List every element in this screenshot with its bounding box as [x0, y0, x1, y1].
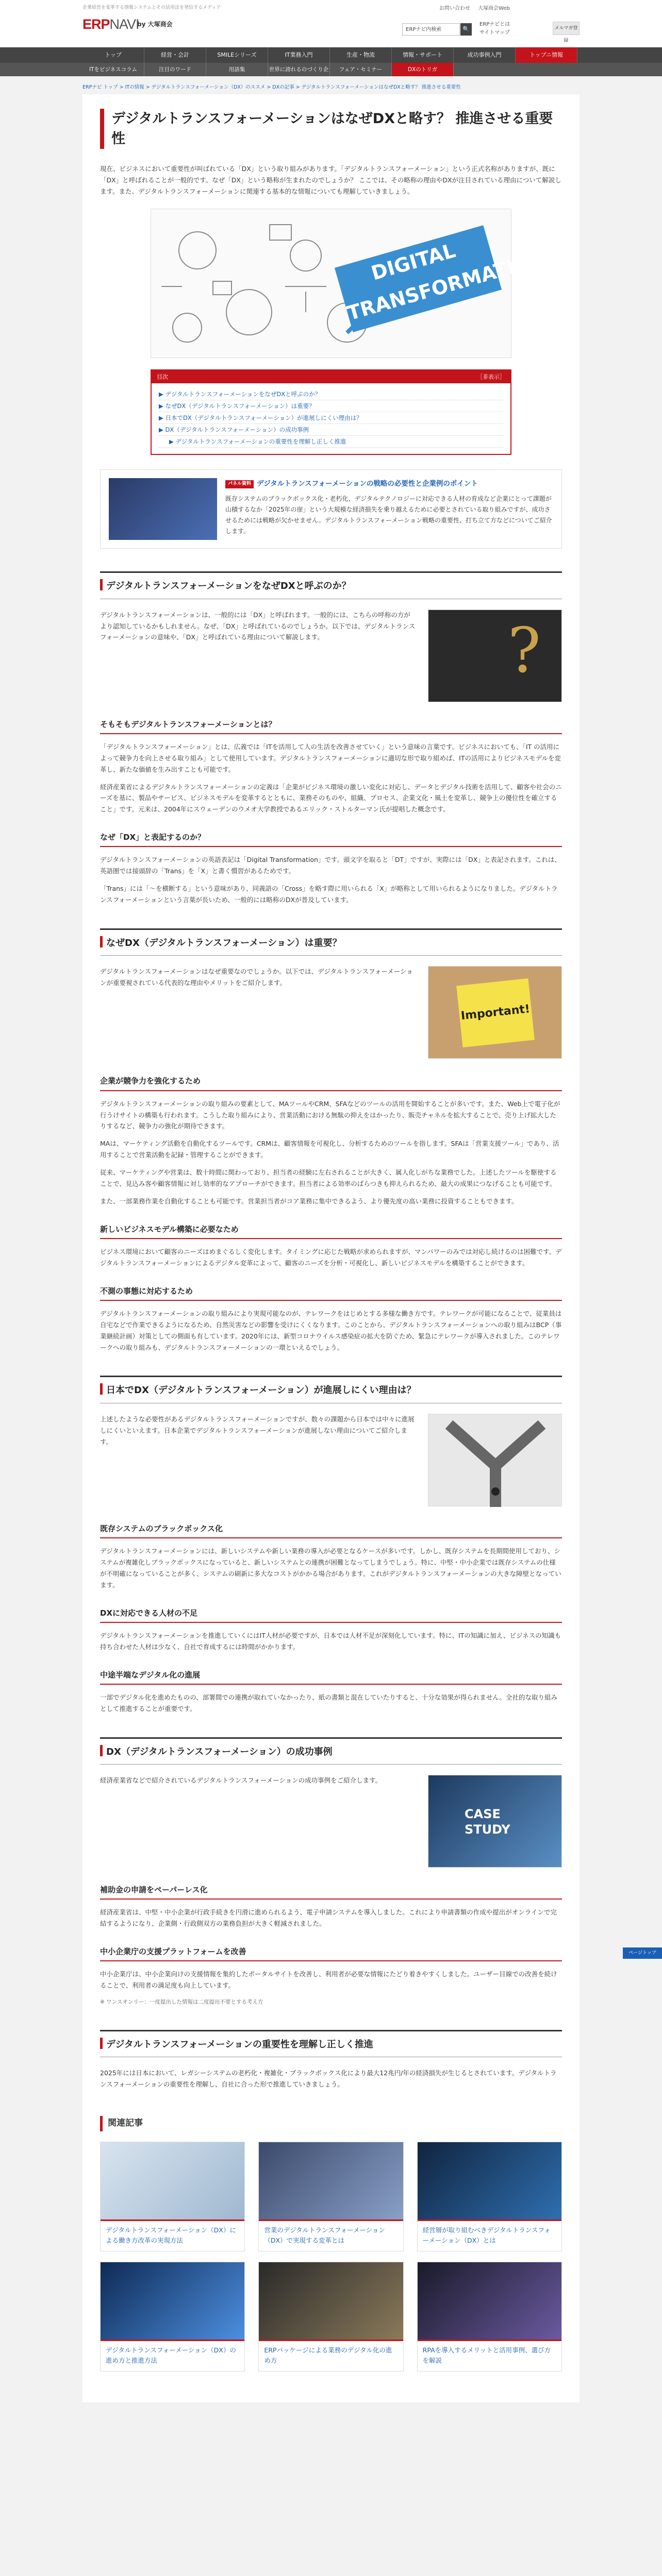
- footnote: ※ ワンスオンリー：一度提出した情報は二度提出不要とする考え方: [100, 1999, 263, 2006]
- subnav-item[interactable]: DXのトリガ: [392, 63, 454, 76]
- toc-list: [152, 383, 510, 454]
- subsection-heading: DXに対応できる人材の不足: [100, 1606, 562, 1623]
- related-title[interactable]: デジタルトランスフォーメーション（DX）による働き方改革の実現方法: [101, 2219, 244, 2251]
- header-small-links: [479, 21, 510, 37]
- toc-item[interactable]: ▶ DX（デジタルトランスフォーメーション）の成功事例: [159, 424, 503, 436]
- subnav-item[interactable]: 世界に誇れるのづくり企業: [268, 63, 330, 76]
- toc-item[interactable]: ▶ デジタルトランスフォーメーションをなぜDXと呼ぶのか？: [159, 388, 503, 400]
- paragraph: 経済産業省は、中堅・中小企業が行政手続きを円滑に進められるよう、電子申請システムを導入しました。これにより申請書類の作成や提出がオンラインで完結するようになり、企業側・行政側双方の業務負担が大きく軽減されました。: [100, 1908, 557, 1928]
- related-thumbnail: [418, 2262, 561, 2340]
- nav-item[interactable]: 生産・物流: [330, 47, 392, 63]
- toc-toggle[interactable]: ［非表示］: [477, 373, 505, 380]
- paragraph: デジタルトランスフォーメーションの取り組みの要素として、MAツールやCRM、SFAなどのツールの活用を開始することが多いです。また、Web上で電子化が行うけサイトの構築も行われます。こうした取り組みにより、営業活動における無駄の抑えをはかったり、販売チャネルを拡大することで、売り上げ拡大したりするなど、競争力の強化が期待できます。: [100, 1099, 560, 1130]
- nav-item[interactable]: 成功事例入門: [454, 47, 516, 63]
- promo-thumbnail: [109, 478, 217, 540]
- otsuka-link[interactable]: 大塚商会Web: [478, 6, 510, 11]
- paragraph: デジタルトランスフォーメーションの取り組みにより実現可能なのが、テレワークをはじめとする多様な働き方です。テレワークが可能になることで、従業員は自宅などで作業できるようになるため、自然災害などの影響を受けにくくなります。このことから、デジタルトランスフォーメーションへの取り組みはBCP（事業継続計画）対策としての側面も有しています。2020年には、新型コロナウイルス感染症の拡大を防ぐため、緊急にテレワークが導入されました。このテレワークへの取り組みも、デジタルトランスフォーメーションの一環といえるでしょう。: [100, 1309, 562, 1351]
- article: [82, 94, 580, 2402]
- subsection-heading: 中小企業庁の支援プラットフォームを改善: [100, 1945, 562, 1961]
- section-heading: なぜDX（デジタルトランスフォーメーション）は重要？: [100, 928, 562, 956]
- road-illustration: [428, 1414, 562, 1507]
- section-heading: DX（デジタルトランスフォーメーション）の成功事例: [100, 1737, 562, 1765]
- question-mark-icon: ?: [507, 615, 541, 687]
- page-title: デジタルトランスフォーメーションはなぜDXと略す？ 推進させる重要性: [100, 109, 562, 149]
- toc-item[interactable]: ▶ デジタルトランスフォーメーションの重要性を理解し正しく推進: [159, 436, 503, 448]
- subsection-heading: 新しいビジネスモデル構築に必要なため: [100, 1223, 562, 1239]
- related-thumbnail: [101, 2262, 244, 2340]
- subnav-item[interactable]: 注目のワード: [144, 63, 206, 76]
- paragraph: デジタルトランスフォーメーションには、新しいシステムや新しい業務の導入が必要となるケースが多いです。しかし、既存システムを長期間使用しており、システムが複雑化しブラックボックスになっていると、新しいシステムとの連携が困難となってしまうでしょう。特に、中堅・中小企業では既存システムの仕様が不明確になっていることが多く、システムの刷新に多大なコストがかかる場合があります。これがデジタルトランスフォーメーションの大きな障壁となっています。: [100, 1547, 561, 1589]
- related-title[interactable]: デジタルトランスフォーメーション（DX）の進め方と推進方法: [101, 2340, 244, 2371]
- breadcrumb[interactable]: ERPナビ トップ > ITの情報 > デジタルトランスフォーメーション（DX）のススメ > DXの記事 > デジタルトランスフォーメーションはなぜDXと略す？ 推進させる重要性: [82, 84, 461, 90]
- sitemap-link[interactable]: サイトマップ: [479, 30, 510, 36]
- nav-item[interactable]: SMILEシリーズ: [206, 47, 268, 63]
- subsection-heading: 補助金の申請をペーパーレス化: [100, 1883, 562, 1900]
- hero-title: DIGITAL TRANSFORMATION: [335, 225, 502, 332]
- related-card[interactable]: [417, 2262, 562, 2371]
- related-card[interactable]: [100, 2142, 245, 2251]
- important-note-image: [428, 966, 562, 1059]
- hero-image: [151, 209, 549, 358]
- logo-main: ERP: [82, 16, 110, 32]
- paragraph: ビジネス環境において顧客のニーズはめまぐるしく変化します。タイミングに応じた戦略が求められますが、マンパワーのみでは対応し続けるのは困難です。デジタルトランスフォーメーションによるデジタル変革によって、顧客のニーズを分析・可視化し、新しいビジネスモデルを構築することができます。: [100, 1247, 562, 1267]
- site-logo[interactable]: [82, 12, 139, 37]
- sticky-note-icon: Important!: [456, 978, 535, 1047]
- related-title[interactable]: RPAを導入するメリットと活用事例、選び方を解説: [418, 2340, 561, 2371]
- subnav-item[interactable]: ITをビジネスコラム: [82, 63, 144, 76]
- table-of-contents: [151, 369, 511, 455]
- subsection-heading: 中途半端なデジタル化の進展: [100, 1668, 562, 1685]
- primary-nav: [0, 47, 662, 63]
- paragraph: 「デジタルトランスフォーメーション」とは、広義では「ITを活用して人の生活を改善させていく」という意味の言葉です。ビジネスにおいても、「IT の活用によって競争力を向上させる取り組み」として使用しています。デジタルトランスフォーメーションに適切な形で取り組めば、ITの活用によりビジネスモデルを変革し、新たな価値を生み出すことも可能です。: [100, 742, 561, 773]
- paragraph: 中小企業庁は、中小企業向けの支援情報を集約したポータルサイトを改善し、利用者が必要な情報にたどり着きやすくしました。ユーザー目線での改善を続けることで、利用者の満足度も向上しています。: [100, 1970, 557, 1990]
- logo-navi: NAVI: [109, 16, 139, 32]
- promo-box[interactable]: [100, 469, 562, 549]
- toc-header: [152, 370, 510, 383]
- related-thumbnail: [418, 2142, 561, 2219]
- section-heading: デジタルトランスフォーメーションの重要性を理解し正しく推進: [100, 2030, 562, 2058]
- newsletter-button[interactable]: メルマガ登録: [553, 22, 580, 35]
- paragraph: また、一部業務作業を自動化することも可能です。営業担当者がコア業務に集中できるよう、より優先度の高い業務に投資することもできます。: [100, 1197, 518, 1205]
- toc-item[interactable]: ▶ なぜDX（デジタルトランスフォーメーション）は重要？: [159, 400, 503, 412]
- related-card[interactable]: [417, 2142, 562, 2251]
- case-study-label: CASE STUDY: [465, 1807, 510, 1837]
- promo-body: 既存システムのブラックボックス化・老朽化、デジタルテクノロジーに対応できる人材の育成など企業にとって課題が山積するなか「2025年の崖」という大規模な経済損失を乗り越えるために必要とされている取り組みですが、成功させるためには戦略が欠かせません。デジタルトランスフォーメーション戦略の重要性、打ち立て方などについてご紹介します。: [225, 495, 552, 535]
- paragraph: デジタルトランスフォーメーションの英語表記は「Digital Transformation」です。頭文字を取ると「DT」ですが、実際には「DX」と表記されます。これは、英語圏では接頭辞の「Trans」を「X」と書く慣習があるためです。: [100, 856, 561, 875]
- nav-item[interactable]: 情報・サポート: [392, 47, 454, 63]
- toc-item[interactable]: ▶ 日本でDX（デジタルトランスフォーメーション）が進展しにくい理由は？: [159, 412, 503, 424]
- section-intro: デジタルトランスフォーメーションはなぜ重要なのでしょうか。以下では、デジタルトランスフォーメーションが重要視されている代表的な理由やメリットをご紹介します。: [100, 968, 413, 987]
- article-lead: 現在、ビジネスにおいて重要性が叫ばれている「DX」という取り組みがあります。「デジタルトランスフォーメーション」という正式名称がありますが、既に「DX」と呼ばれることが一般的です。なぜ「DX」という略称が生まれたのでしょうか？ ここでは、その略称の理由やDXが注目されている理由について解説します。また、デジタルトランスフォーメーションに関連する基本的な情報についても理解していきましょう。: [100, 165, 561, 196]
- paragraph: デジタルトランスフォーメーションを推進していくにはIT人材が必要ですが、日本では人材不足が深刻化しています。特に、ITの知識に加え、ビジネスの知識も持ち合わせた人材は少なく、自社で育成するには時間がかかります。: [100, 1631, 561, 1651]
- related-card[interactable]: [258, 2142, 403, 2251]
- nav-item[interactable]: トップニ情報: [516, 47, 577, 63]
- nav-item[interactable]: IT業務入門: [268, 47, 330, 63]
- toc-title: 目次: [157, 373, 168, 380]
- paragraph: 経済産業省によるデジタルトランスフォーメーションの定義は「企業がビジネス環境の激しい変化に対応し、データとデジタル技術を活用して、顧客や社会のニーズを基に、製品やサービス、ビジネスモデルを変革するとともに、業務そのものや、組織、プロセス、企業文化・風土を変革し、競争上の優位性を確立すること」です。元来は、2004年にスウェーデンのウメオ大学教授であるエリック・ストルターマン氏が提唱した概念です。: [100, 783, 562, 814]
- section-intro: 経済産業省などで紹介されているデジタルトランスフォーメーションの成功事例をご紹介します。: [100, 1776, 382, 1785]
- paragraph: 「Trans」には「〜を横断する」という意味があり、同義語の「Cross」を略す際に用いられる「X」が略称として用いられるようになりました。デジタルトランスフォーメーションという言葉が長いため、一般的には略称のDXが普及しています。: [100, 885, 558, 904]
- related-thumbnail: [101, 2142, 244, 2219]
- subsection-heading: 既存システムのブラックボックス化: [100, 1522, 562, 1538]
- question-image: [428, 609, 562, 702]
- page-top-button[interactable]: ページトップ: [623, 1947, 662, 1959]
- site-header: [0, 0, 662, 47]
- subsection-heading: 企業が競争力を強化するため: [100, 1074, 562, 1091]
- search-icon[interactable]: 🔍: [460, 23, 472, 36]
- subsection-heading: 不測の事態に対応するため: [100, 1284, 562, 1301]
- nav-item[interactable]: 経営・会計: [144, 47, 206, 63]
- related-thumbnail: [259, 2142, 403, 2219]
- subnav-item[interactable]: 用語集: [206, 63, 268, 76]
- paragraph: 一部でデジタル化を進めたものの、部署間での連携が取れていなかったり、紙の書類と混在していたりすると、十分な効果が得られません。全社的な取り組みとして推進することが重要です。: [100, 1693, 558, 1713]
- section-intro: デジタルトランスフォーメーションは、一般的には「DX」と呼ばれます。一般的には、こちらの呼称の方がより認知しているかもしれません。なぜ、「DX」と呼ばれているのでしょうか。以下では、デジタルトランスフォーメーションの意味や、「DX」と呼ばれている理由について解説します。: [100, 611, 416, 641]
- related-grid: [100, 2142, 562, 2371]
- contact-link[interactable]: お問い合わせ: [439, 6, 470, 11]
- section-heading: デジタルトランスフォーメーションをなぜDXと呼ぶのか？: [100, 571, 562, 599]
- search-input[interactable]: ERPナビ内検索: [402, 23, 460, 36]
- subsection-heading: なぜ「DX」と表記するのか？: [100, 831, 562, 847]
- promo-title[interactable]: デジタルトランスフォーメーションの戦略の必要性と企業例のポイント: [257, 480, 478, 488]
- related-title[interactable]: 営業のデジタルトランスフォーメーション（DX）で実現する変革とは: [259, 2219, 403, 2251]
- subsection-heading: そもそもデジタルトランスフォーメーションとは？: [100, 718, 562, 734]
- related-title[interactable]: 経営層が取り組むべきデジタルトランスフォーメーション（DX）とは: [418, 2219, 561, 2251]
- nav-item[interactable]: トップ: [82, 47, 144, 63]
- related-card[interactable]: [258, 2262, 403, 2371]
- about-link[interactable]: ERPナビとは: [479, 22, 510, 27]
- promo-badge: パネル資料: [225, 480, 254, 488]
- section-heading: 日本でDX（デジタルトランスフォーメーション）が進展しにくい理由は？: [100, 1376, 562, 1403]
- related-card[interactable]: [100, 2262, 245, 2371]
- paragraph: MAは、マーケティング活動を自動化するツールです。CRMは、顧客情報を可視化し、分析するためのツールを指します。SFAは「営業支援ツール」であり、活用することで営業活動を記録・管理することができます。: [100, 1140, 559, 1159]
- related-title[interactable]: ERPパッケージによる業務のデジタル化の進め方: [259, 2340, 403, 2371]
- related-thumbnail: [259, 2262, 403, 2340]
- header-links: [433, 4, 510, 13]
- related-heading: 関連記事: [100, 2116, 562, 2131]
- case-study-image: [428, 1775, 562, 1868]
- section-intro: 上述したような必要性があるデジタルトランスフォーメーションですが、数々の課題から日本では中々に進展しにくいといえます。日本企業でデジタルトランスフォーメーションが進展しない理由についてご紹介します。: [100, 1415, 415, 1446]
- paragraph: 従来、マーケティングや営業は、数十時間に関わっており、担当者の経験に左右されることが大きく、属人化しがちな業務でした。上述したツールを駆使することで、見込み客や顧客情報に対し効率的なアプローチができます。担当者による効率のばらつきも抑えられるため、最大の成果につなげることも可能です。: [100, 1168, 557, 1188]
- subnav-item[interactable]: フェア・セミナー: [330, 63, 392, 76]
- paragraph: 2025年には日本において、レガシーシステムの老朽化・複雑化・ブラックボックス化により最大12兆円/年の経済損失が生じるとされています。デジタルトランスフォーメーションの重要性を理解し、自社に合った形で推進していきましょう。: [100, 2069, 557, 2088]
- secondary-nav: [0, 63, 662, 86]
- site-tagline: 企業経営を変革する情報システムとその活用法を発信するメディア: [82, 5, 221, 10]
- crossroads-image: [428, 1414, 562, 1506]
- logo-sub: by 大塚商会: [137, 21, 173, 28]
